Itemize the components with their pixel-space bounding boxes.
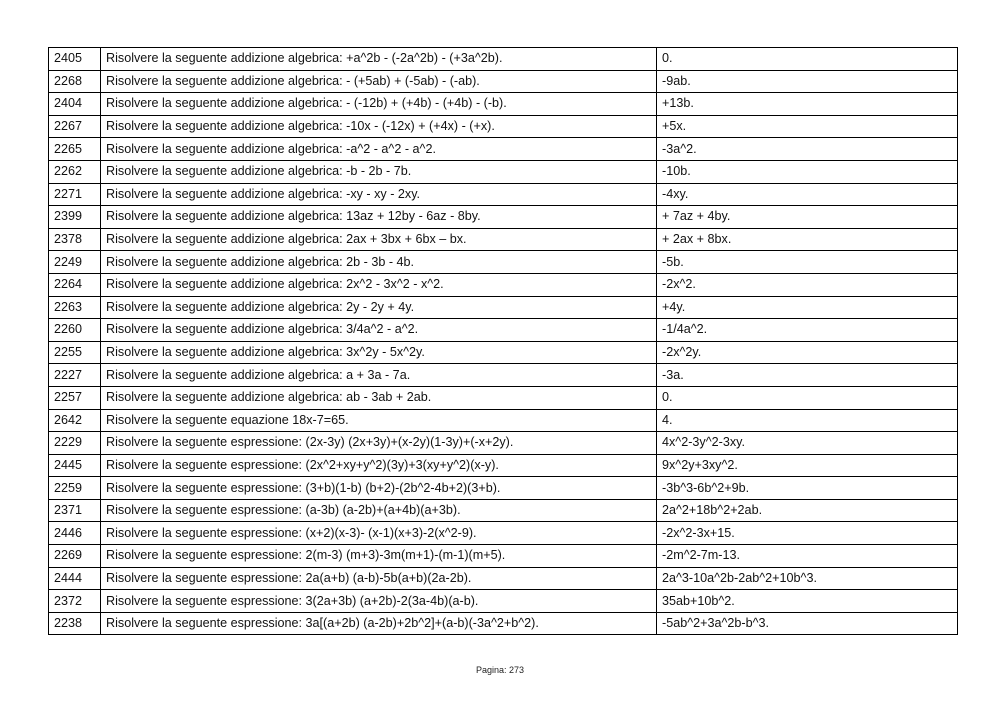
question-text-cell: Risolvere la seguente addizione algebrica: - (+5ab) + (-5ab) - (-ab). [101,70,657,93]
question-text-cell: Risolvere la seguente espressione: 2a(a+b) (a-b)-5b(a+b)(2a-2b). [101,567,657,590]
question-id-cell: 2227 [49,364,101,387]
question-text-cell: Risolvere la seguente addizione algebrica: +a^2b - (-2a^2b) - (+3a^2b). [101,48,657,71]
table-row [49,341,958,364]
answer-cell: +4y. [657,296,958,319]
answer-cell: -9ab. [657,70,958,93]
table-row [49,296,958,319]
question-text-cell: Risolvere la seguente espressione: (a-3b) (a-2b)+(a+4b)(a+3b). [101,499,657,522]
question-id-cell: 2249 [49,251,101,274]
answer-cell: 2a^3-10a^2b-2ab^2+10b^3. [657,567,958,590]
table-row [49,183,958,206]
question-text-cell: Risolvere la seguente espressione: 3(2a+3b) (a+2b)-2(3a-4b)(a-b). [101,590,657,613]
answer-cell: 9x^2y+3xy^2. [657,454,958,477]
question-text-cell: Risolvere la seguente addizione algebrica: 2ax + 3bx + 6bx – bx. [101,228,657,251]
question-text-cell: Risolvere la seguente addizione algebrica: -b - 2b - 7b. [101,160,657,183]
table-row [49,386,958,409]
question-text-cell: Risolvere la seguente addizione algebrica: 2y - 2y + 4y. [101,296,657,319]
question-id-cell: 2271 [49,183,101,206]
table-row [49,545,958,568]
answer-cell: -5b. [657,251,958,274]
answer-cell: -2m^2-7m-13. [657,545,958,568]
table-row [49,93,958,116]
table-row [49,590,958,613]
questions-table-body [49,48,958,635]
table-row [49,115,958,138]
table-row [49,477,958,500]
table-row [49,567,958,590]
table-row [49,432,958,455]
question-text-cell: Risolvere la seguente addizione algebrica: 3x^2y - 5x^2y. [101,341,657,364]
answer-cell: -10b. [657,160,958,183]
question-text-cell: Risolvere la seguente espressione: (x+2)(x-3)- (x-1)(x+3)-2(x^2-9). [101,522,657,545]
page-number: Pagina: 273 [475,665,525,675]
answer-cell: -2x^2-3x+15. [657,522,958,545]
question-text-cell: Risolvere la seguente espressione: 3a[(a+2b) (a-2b)+2b^2]+(a-b)(-3a^2+b^2). [101,612,657,635]
answer-cell: 2a^2+18b^2+2ab. [657,499,958,522]
question-id-cell: 2259 [49,477,101,500]
questions-table [48,47,958,635]
table-row [49,48,958,71]
table-row [49,70,958,93]
answer-cell: + 7az + 4by. [657,206,958,229]
table-row [49,160,958,183]
question-id-cell: 2260 [49,319,101,342]
question-id-cell: 2269 [49,545,101,568]
question-id-cell: 2404 [49,93,101,116]
question-text-cell: Risolvere la seguente addizione algebrica: 13az + 12by - 6az - 8by. [101,206,657,229]
question-text-cell: Risolvere la seguente addizione algebrica: -xy - xy - 2xy. [101,183,657,206]
question-id-cell: 2371 [49,499,101,522]
question-text-cell: Risolvere la seguente espressione: (2x^2+xy+y^2)(3y)+3(xy+y^2)(x-y). [101,454,657,477]
question-text-cell: Risolvere la seguente addizione algebrica: -10x - (-12x) + (+4x) - (+x). [101,115,657,138]
answer-cell: 4x^2-3y^2-3xy. [657,432,958,455]
question-id-cell: 2445 [49,454,101,477]
table-row [49,454,958,477]
question-id-cell: 2405 [49,48,101,71]
answer-cell: -5ab^2+3a^2b-b^3. [657,612,958,635]
question-text-cell: Risolvere la seguente addizione algebrica: ab - 3ab + 2ab. [101,386,657,409]
table-row [49,499,958,522]
answer-cell: 4. [657,409,958,432]
question-text-cell: Risolvere la seguente addizione algebrica: a + 3a - 7a. [101,364,657,387]
answer-cell: -2x^2. [657,273,958,296]
answer-cell: -3b^3-6b^2+9b. [657,477,958,500]
question-id-cell: 2446 [49,522,101,545]
table-row [49,409,958,432]
question-text-cell: Risolvere la seguente addizione algebrica: 2x^2 - 3x^2 - x^2. [101,273,657,296]
question-text-cell: Risolvere la seguente addizione algebrica: - (-12b) + (+4b) - (+4b) - (-b). [101,93,657,116]
table-row [49,522,958,545]
answer-cell: -3a^2. [657,138,958,161]
answer-cell: 0. [657,386,958,409]
question-id-cell: 2255 [49,341,101,364]
answer-cell: -1/4a^2. [657,319,958,342]
answer-cell: -3a. [657,364,958,387]
answer-cell: +5x. [657,115,958,138]
question-id-cell: 2444 [49,567,101,590]
table-row [49,251,958,274]
table-row [49,228,958,251]
question-id-cell: 2399 [49,206,101,229]
question-id-cell: 2238 [49,612,101,635]
answer-cell: 35ab+10b^2. [657,590,958,613]
question-text-cell: Risolvere la seguente espressione: (2x-3y) (2x+3y)+(x-2y)(1-3y)+(-x+2y). [101,432,657,455]
answer-cell: + 2ax + 8bx. [657,228,958,251]
question-id-cell: 2262 [49,160,101,183]
question-id-cell: 2265 [49,138,101,161]
answer-cell: 0. [657,48,958,71]
table-row [49,273,958,296]
question-text-cell: Risolvere la seguente espressione: 2(m-3) (m+3)-3m(m+1)-(m-1)(m+5). [101,545,657,568]
answer-cell: -2x^2y. [657,341,958,364]
question-id-cell: 2378 [49,228,101,251]
answer-cell: -4xy. [657,183,958,206]
table-row [49,319,958,342]
question-text-cell: Risolvere la seguente addizione algebrica: 2b - 3b - 4b. [101,251,657,274]
question-text-cell: Risolvere la seguente equazione 18x-7=65. [101,409,657,432]
question-id-cell: 2257 [49,386,101,409]
question-text-cell: Risolvere la seguente addizione algebrica: 3/4a^2 - a^2. [101,319,657,342]
question-id-cell: 2642 [49,409,101,432]
question-text-cell: Risolvere la seguente addizione algebrica: -a^2 - a^2 - a^2. [101,138,657,161]
question-id-cell: 2263 [49,296,101,319]
answer-cell: +13b. [657,93,958,116]
table-row [49,206,958,229]
table-row [49,364,958,387]
question-id-cell: 2267 [49,115,101,138]
question-id-cell: 2268 [49,70,101,93]
question-id-cell: 2229 [49,432,101,455]
question-id-cell: 2264 [49,273,101,296]
table-row [49,138,958,161]
table-row [49,612,958,635]
question-text-cell: Risolvere la seguente espressione: (3+b)(1-b) (b+2)-(2b^2-4b+2)(3+b). [101,477,657,500]
question-id-cell: 2372 [49,590,101,613]
